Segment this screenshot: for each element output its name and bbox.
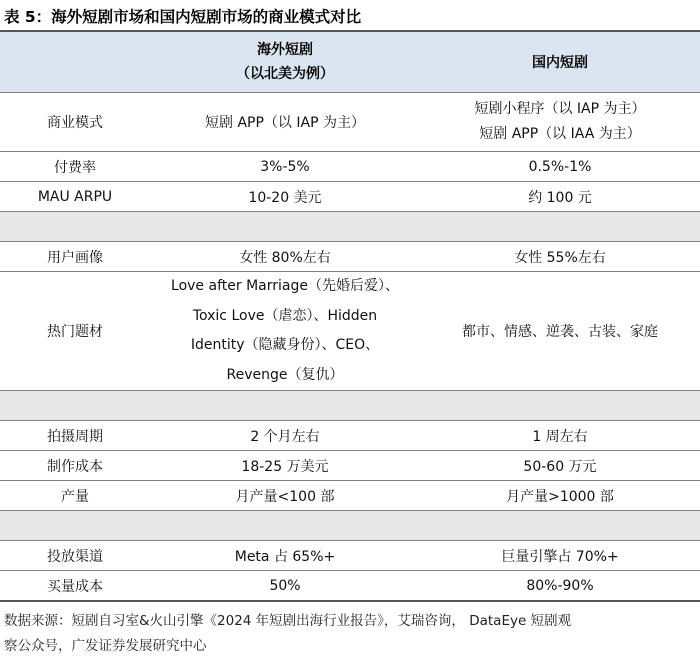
source-line: 察公众号，广发证券发展研究中心 bbox=[4, 638, 207, 654]
table-row-shooting-cycle bbox=[0, 421, 700, 451]
domestic-cell: 80%-90% bbox=[420, 571, 700, 602]
header-domestic: 国内短剧 bbox=[420, 31, 700, 93]
domestic-cell: 都市、情感、逆袭、古装、家庭 bbox=[420, 272, 700, 391]
separator-cell bbox=[0, 212, 150, 242]
header-overseas-title: 海外短剧 bbox=[257, 42, 313, 58]
topic-line: Love after Marriage（先婚后爱）、 bbox=[171, 278, 399, 294]
table-row-production-cost bbox=[0, 451, 700, 481]
domestic-cell: 0.5%-1% bbox=[420, 152, 700, 182]
table-separator-row bbox=[0, 391, 700, 421]
source-line: 数据来源：短剧自习室&火山引擎《2024 年短剧出海行业报告》，艾瑞咨询， DataEye 短剧观 bbox=[4, 613, 572, 629]
row-label: 付费率 bbox=[0, 152, 150, 182]
overseas-cell: 10-20 美元 bbox=[150, 182, 420, 212]
domestic-cell: 约 100 元 bbox=[420, 182, 700, 212]
topic-line: Identity（隐藏身份）、CEO、 bbox=[190, 337, 380, 353]
table-separator-row bbox=[0, 511, 700, 541]
table-row-output bbox=[0, 481, 700, 511]
separator-cell bbox=[0, 391, 150, 421]
separator-cell bbox=[150, 212, 420, 242]
separator-cell bbox=[420, 511, 700, 541]
overseas-cell: 短剧 APP（以 IAP 为主） bbox=[150, 93, 420, 152]
row-label: 买量成本 bbox=[0, 571, 150, 602]
domestic-line: 短剧 APP（以 IAA 为主） bbox=[479, 126, 641, 142]
overseas-cell bbox=[150, 272, 420, 391]
domestic-cell: 1 周左右 bbox=[420, 421, 700, 451]
table-separator-row bbox=[0, 212, 700, 242]
row-label: 制作成本 bbox=[0, 451, 150, 481]
overseas-cell: 女性 80%左右 bbox=[150, 242, 420, 272]
row-label: 热门题材 bbox=[0, 272, 150, 391]
domestic-line: 短剧小程序（以 IAP 为主） bbox=[474, 101, 646, 117]
header-overseas-subtitle: （以北美为例） bbox=[236, 66, 334, 82]
table-row-user-profile bbox=[0, 242, 700, 272]
domestic-cell bbox=[420, 93, 700, 152]
domestic-cell: 50-60 万元 bbox=[420, 451, 700, 481]
separator-cell bbox=[150, 391, 420, 421]
header-row bbox=[0, 31, 700, 93]
separator-cell bbox=[420, 212, 700, 242]
header-overseas bbox=[150, 31, 420, 93]
domestic-cell: 巨量引擎占 70%+ bbox=[420, 541, 700, 571]
overseas-cell: 2 个月左右 bbox=[150, 421, 420, 451]
row-label: 拍摄周期 bbox=[0, 421, 150, 451]
overseas-cell: Meta 占 65%+ bbox=[150, 541, 420, 571]
row-label: MAU ARPU bbox=[0, 182, 150, 212]
comparison-table bbox=[0, 30, 700, 602]
row-label: 用户画像 bbox=[0, 242, 150, 272]
table-row-hot-topics bbox=[0, 272, 700, 391]
table-row-channels bbox=[0, 541, 700, 571]
source-note bbox=[4, 609, 696, 659]
row-label: 商业模式 bbox=[0, 93, 150, 152]
topic-line: Revenge（复仇） bbox=[226, 366, 344, 383]
domestic-cell: 月产量>1000 部 bbox=[420, 481, 700, 511]
separator-cell bbox=[150, 511, 420, 541]
overseas-cell: 月产量<100 部 bbox=[150, 481, 420, 511]
domestic-cell: 女性 55%左右 bbox=[420, 242, 700, 272]
separator-cell bbox=[420, 391, 700, 421]
table-title: 表 5：海外短剧市场和国内短剧市场的商业模式对比 bbox=[4, 8, 362, 26]
table-row-buying-cost bbox=[0, 571, 700, 602]
overseas-cell: 3%-5% bbox=[150, 152, 420, 182]
table-row-business-model bbox=[0, 93, 700, 152]
row-label: 产量 bbox=[0, 481, 150, 511]
table-row-pay-rate bbox=[0, 152, 700, 182]
topic-line: Toxic Love（虐恋）、Hidden bbox=[192, 307, 378, 324]
overseas-cell: 50% bbox=[150, 571, 420, 602]
row-label: 投放渠道 bbox=[0, 541, 150, 571]
header-blank-cell bbox=[0, 31, 150, 93]
separator-cell bbox=[0, 511, 150, 541]
table-row-mau-arpu bbox=[0, 182, 700, 212]
overseas-cell: 18-25 万美元 bbox=[150, 451, 420, 481]
